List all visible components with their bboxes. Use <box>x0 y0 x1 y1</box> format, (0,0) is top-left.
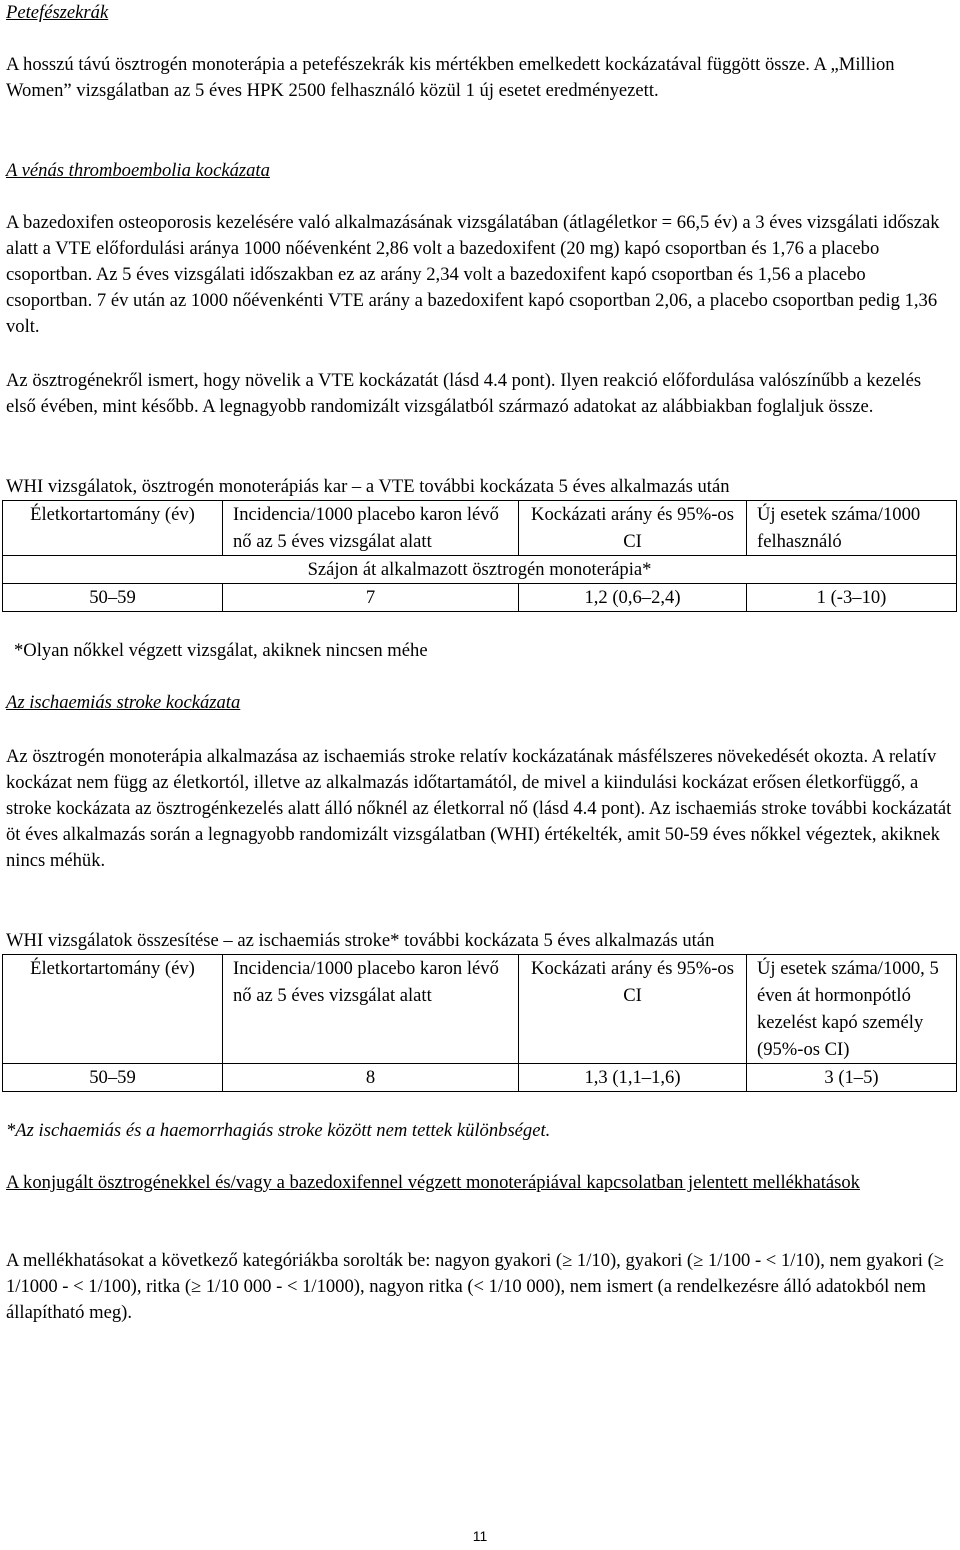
stroke-table-footnote: *Az ischaemiás és a haemorrhagiás stroke között nem tettek különbséget. <box>6 1120 551 1141</box>
cell-age: 50–59 <box>3 1064 223 1092</box>
header-new-cases: Új esetek száma/1000 felhasználó <box>747 501 957 556</box>
cell-incidence: 7 <box>223 584 519 612</box>
header-incidence: Incidencia/1000 placebo karon lévő nő az 5 éves vizsgálat alatt <box>223 955 519 1064</box>
header-hazard-ratio: Kockázati arány és 95%-os CI <box>519 501 747 556</box>
table-header-row <box>3 501 957 556</box>
vte-paragraph-2: Az ösztrogénekről ismert, hogy növelik a VTE kockázatát (lásd 4.4 pont). Ilyen reakció előfordulása valószínűbb a kezelés első évében, mint később. A legnagyobb randomizált vizsgálatból származó adatokat az alábbiakban foglaljuk össze. <box>6 370 922 417</box>
table-header-row <box>3 955 957 1064</box>
cell-age: 50–59 <box>3 584 223 612</box>
cell-hazard-ratio: 1,3 (1,1–1,6) <box>519 1064 747 1092</box>
header-incidence: Incidencia/1000 placebo karon lévő nő az 5 éves vizsgálat alatt <box>223 501 519 556</box>
page-number: 11 <box>472 1528 488 1544</box>
adverse-reactions-paragraph: A mellékhatásokat a következő kategóriákba sorolták be: nagyon gyakori (≥ 1/10), gyakori (≥ 1/100 - < 1/10), nem gyakori (≥ 1/1000 - < 1/100), ritka (≥ 1/10 000 - < 1/1000), nagyon ritka (< 1/10 000), nem ismert (a rendelkezésre álló adatokból nem állapítható meg). <box>6 1250 944 1323</box>
table-subheader-row <box>3 556 957 584</box>
cell-new-cases: 3 (1–5) <box>747 1064 957 1092</box>
section-heading-ovarian-cancer: Petefészekrák <box>6 2 109 23</box>
vte-table-caption: WHI vizsgálatok, ösztrogén monoterápiás kar – a VTE további kockázata 5 éves alkalmazás után <box>6 476 730 497</box>
stroke-risk-table <box>2 954 957 1092</box>
section-heading-vte: A vénás thromboembolia kockázata <box>6 160 270 181</box>
header-new-cases: Új esetek száma/1000, 5 éven át hormonpótló kezelést kapó személy (95%-os CI) <box>747 955 957 1064</box>
vte-risk-table <box>2 500 957 612</box>
table-row <box>3 1064 957 1092</box>
stroke-paragraph: Az ösztrogén monoterápia alkalmazása az ischaemiás stroke relatív kockázatának másfélszeres növekedését okozta. A relatív kockázat nem függ az életkortól, illetve az alkalmazás időtartamától, de mivel a kiindulási kockázat erősen életkorfüggő, a stroke kockázata az ösztrogénkezelés alatt álló nőknél az életkorral nő (lásd 4.4 pont). Az ischaemiás stroke további kockázatát öt éves alkalmazás során a legnagyobb randomizált vizsgálatban (WHI) értékelték, amit 50-59 éves nőkkel végeztek, akiknek nincs méhük. <box>6 746 952 871</box>
section-heading-adverse-reactions: A konjugált ösztrogénekkel és/vagy a bazedoxifennel végzett monoterápiával kapcsolatban jelentett mellékhatások <box>6 1172 860 1193</box>
header-age-range: Életkortartomány (év) <box>3 501 223 556</box>
cell-hazard-ratio: 1,2 (0,6–2,4) <box>519 584 747 612</box>
subheader-oral-estrogen: Szájon át alkalmazott ösztrogén monoterápia* <box>3 556 957 584</box>
cell-new-cases: 1 (-3–10) <box>747 584 957 612</box>
cell-incidence: 8 <box>223 1064 519 1092</box>
vte-table-footnote: *Olyan nőkkel végzett vizsgálat, akiknek nincsen méhe <box>14 640 428 661</box>
header-hazard-ratio: Kockázati arány és 95%-os CI <box>519 955 747 1064</box>
section-heading-stroke: Az ischaemiás stroke kockázata <box>6 692 241 713</box>
header-age-range: Életkortartomány (év) <box>3 955 223 1064</box>
stroke-table-caption: WHI vizsgálatok összesítése – az ischaemiás stroke* további kockázata 5 éves alkalmazás után <box>6 930 715 951</box>
table-row <box>3 584 957 612</box>
vte-paragraph-1: A bazedoxifen osteoporosis kezelésére való alkalmazásának vizsgálatában (átlagéletkor = 66,5 év) a 3 éves vizsgálati időszak alatt a VTE előfordulási aránya 1000 nőévenként 2,86 volt a bazedoxifent (20 mg) kapó csoportban és 1,76 a placebo csoportban. Az 5 éves vizsgálati időszakban ez az arány 2,34 volt a bazedoxifent kapó csoportban és 1,56 a placebo csoportban. 7 év után az 1000 nőévenkénti VTE arány a bazedoxifent kapó csoportban 2,06, a placebo csoportban pedig 1,36 volt. <box>6 212 940 337</box>
ovarian-cancer-paragraph: A hosszú távú ösztrogén monoterápia a petefészekrák kis mértékben emelkedett kockázatával függött össze. A „Million Women” vizsgálatban az 5 éves HPK 2500 felhasználó közül 1 új esetet eredményezett. <box>6 54 895 101</box>
